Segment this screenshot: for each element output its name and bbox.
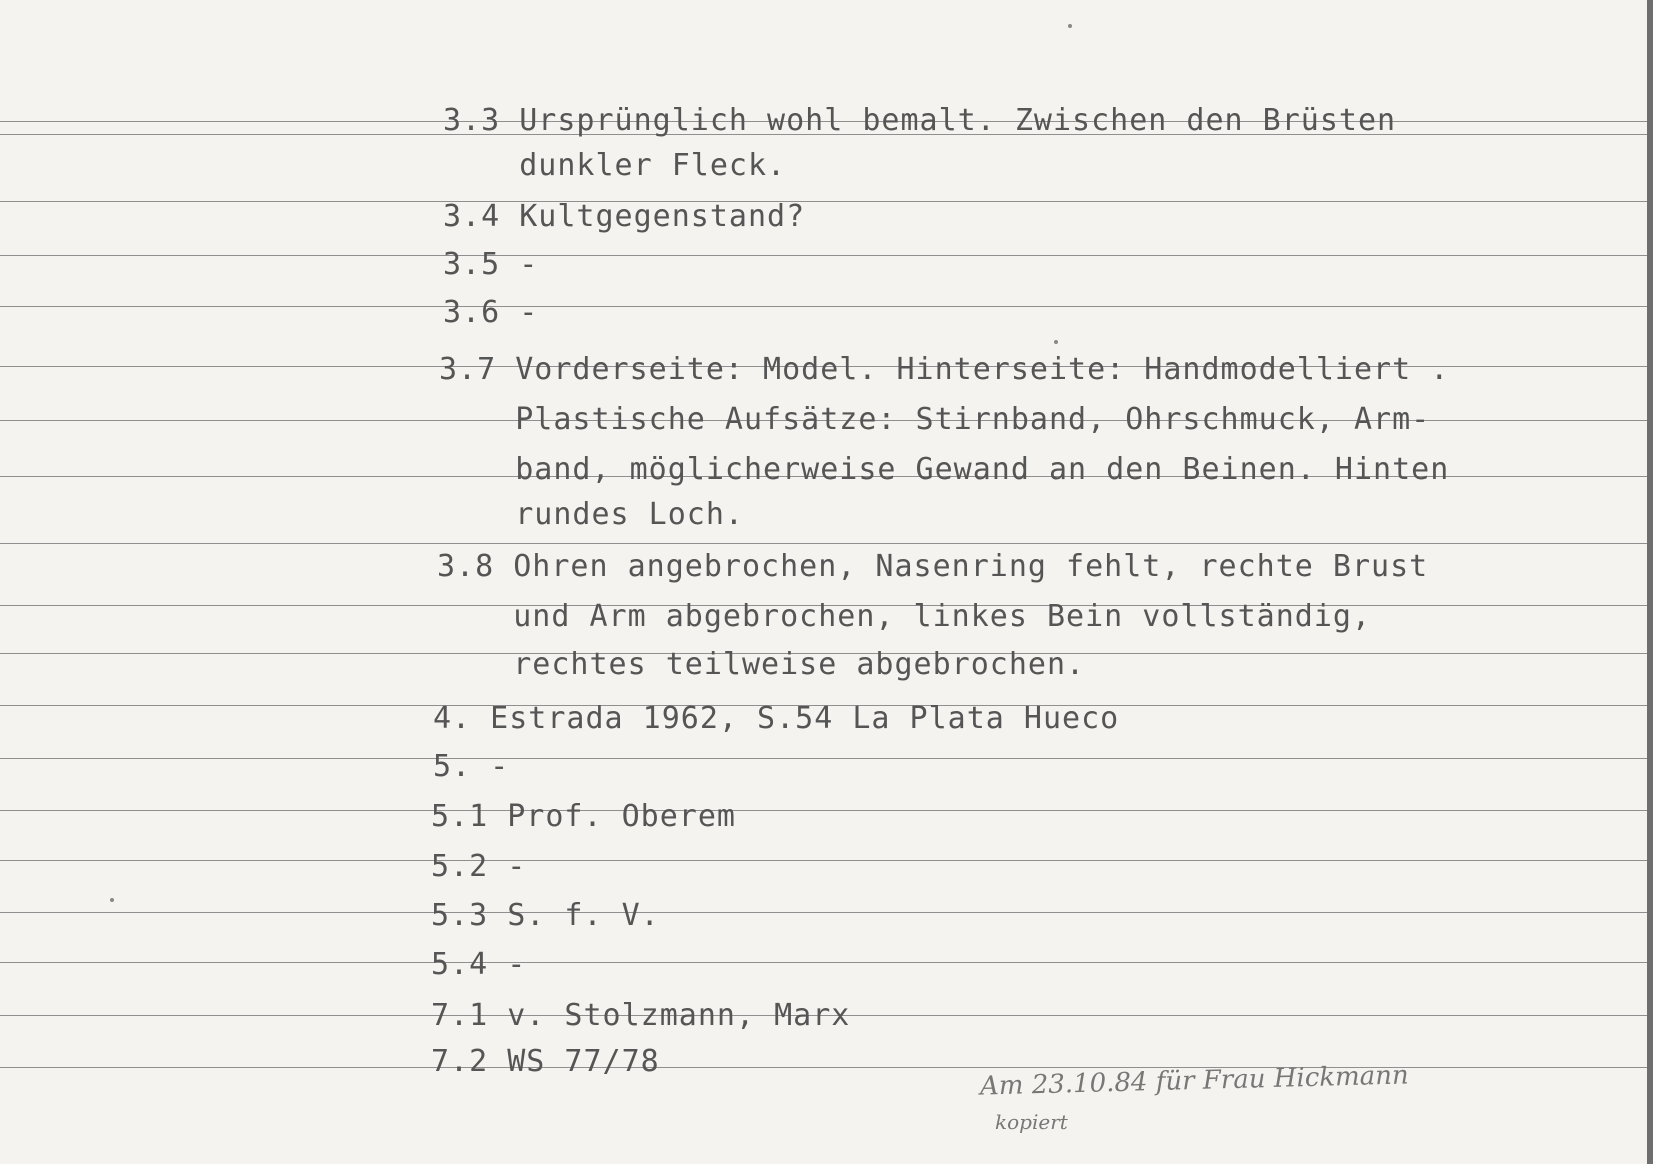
typed-line: 5.1 Prof. Oberem	[431, 799, 736, 834]
typed-line: 5.3 S. f. V.	[431, 898, 660, 933]
typed-line: 3.8 Ohren angebrochen, Nasenring fehlt, rechte Brust	[437, 549, 1429, 584]
typed-line: 7.2 WS 77/78	[431, 1044, 660, 1079]
typed-line: rechtes teilweise abgebrochen.	[437, 647, 1086, 682]
ruled-line	[0, 758, 1647, 759]
ruled-line	[0, 810, 1647, 811]
paper-speck	[110, 898, 114, 902]
typed-line: rundes Loch.	[439, 497, 744, 532]
typed-line: 4. Estrada 1962, S.54 La Plata Hueco	[433, 701, 1120, 736]
typed-line: 3.4 Kultgegenstand?	[443, 199, 806, 234]
typed-line: 3.5 -	[443, 247, 539, 282]
typed-line: dunkler Fleck.	[443, 148, 787, 183]
ruled-line	[0, 860, 1647, 861]
ruled-line	[0, 255, 1647, 256]
ruled-line	[0, 962, 1647, 963]
paper-speck	[1068, 24, 1072, 28]
typed-line: 5.4 -	[431, 947, 527, 982]
card-edge	[1647, 0, 1653, 1164]
typed-line: und Arm abgebrochen, linkes Bein vollständig,	[437, 599, 1372, 634]
ruled-line	[0, 306, 1647, 307]
typed-line: 7.1 v. Stolzmann, Marx	[431, 998, 851, 1033]
typed-line: 3.6 -	[443, 295, 539, 330]
typed-line: band, möglicherweise Gewand an den Beinen. Hinten	[439, 452, 1450, 487]
paper-speck	[1054, 340, 1058, 344]
handwritten-note-kopiert: kopiert	[995, 1110, 1068, 1134]
typed-line: 3.3 Ursprünglich wohl bemalt. Zwischen den Brüsten	[443, 103, 1397, 138]
ruled-line	[0, 201, 1647, 202]
typed-line: Plastische Aufsätze: Stirnband, Ohrschmuck, Arm-	[439, 402, 1431, 437]
typed-line: 5. -	[433, 749, 510, 784]
ruled-line	[0, 912, 1647, 913]
typed-line: 5.2 -	[431, 849, 527, 884]
typed-line: 3.7 Vorderseite: Model. Hinterseite: Handmodelliert .	[439, 352, 1450, 387]
handwritten-note: Am 23.10.84 für Frau Hickmann	[979, 1060, 1410, 1102]
ruled-line	[0, 543, 1647, 544]
